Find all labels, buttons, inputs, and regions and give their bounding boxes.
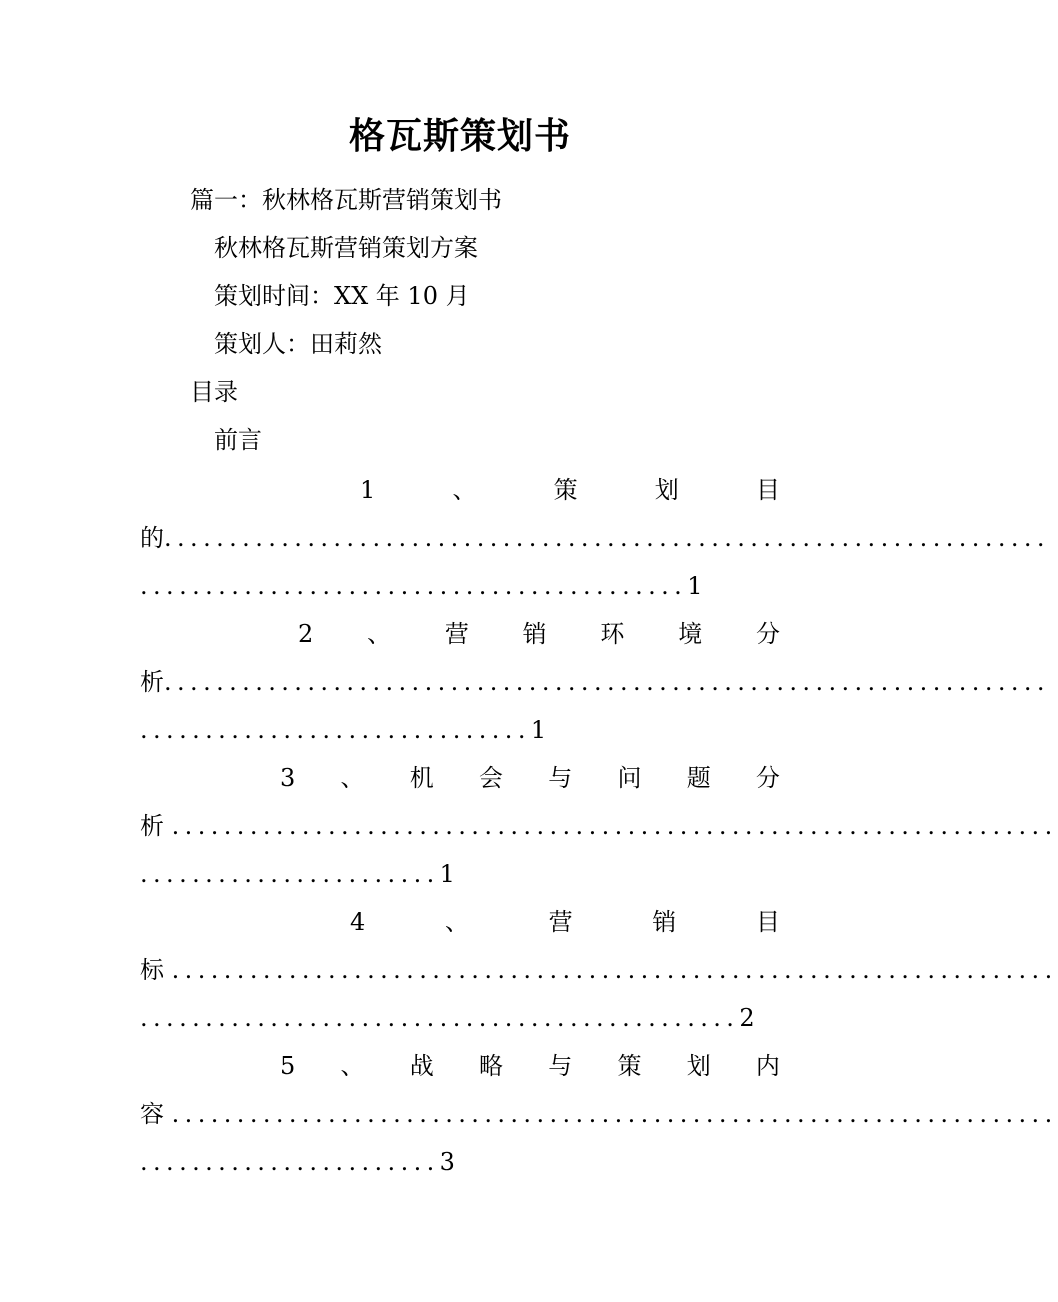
toc-entry-3-piece: 3: [280, 764, 296, 792]
toc-entry-2-piece: 分: [755, 620, 780, 648]
dot-leader: ..............................................: [140, 1004, 740, 1032]
toc-entry-4-piece: 4: [350, 908, 366, 936]
toc-entry-4-piece: 销: [652, 908, 677, 936]
toc-entry-4-piece: 目: [755, 908, 780, 936]
toc-entry-2-piece: 境: [678, 620, 703, 648]
toc-entry-2-piece: 、: [367, 620, 392, 648]
toc-entry-1-piece: 目: [755, 476, 780, 504]
toc-entry-4-page-number: 2: [739, 1004, 755, 1032]
toc-entry-5-piece: 、: [340, 1052, 365, 1080]
toc-entry-3-piece: 机: [409, 764, 434, 792]
dot-leader: .......................: [140, 1148, 440, 1176]
toc-entry-4-page-line: [140, 1006, 755, 1030]
toc-entry-3-piece: 问: [617, 764, 642, 792]
toc-entry-3-piece: 与: [548, 764, 573, 792]
toc-entry-5-piece: 战: [409, 1052, 434, 1080]
toc-entry-5-piece: 策: [617, 1052, 642, 1080]
toc-entry-3-piece: 会: [478, 764, 503, 792]
toc-entry-5-piece: 划: [686, 1052, 711, 1080]
dot-leader: ....................................................................: [171, 1100, 1058, 1128]
dot-leader: ..............................: [140, 716, 531, 744]
toc-entry-2-leader-line: [140, 668, 1050, 696]
toc-entry-5-heading: [280, 1054, 780, 1078]
toc-label: 目录: [190, 378, 238, 406]
document-title: 格瓦斯策划书: [348, 115, 571, 157]
toc-entry-5-page-line: [140, 1150, 455, 1174]
toc-entry-4-continuation: 标: [140, 956, 164, 984]
toc-entry-3-leader-line: [140, 812, 1058, 840]
toc-entry-1-piece: 1: [360, 476, 376, 504]
toc-entry-2-piece: 营: [444, 620, 469, 648]
toc-entry-4-piece: 营: [548, 908, 573, 936]
toc-entry-5-piece: 与: [548, 1052, 573, 1080]
toc-entry-3-page-line: [140, 862, 455, 886]
toc-entry-1-piece: 、: [452, 476, 477, 504]
toc-entry-3-piece: 题: [686, 764, 711, 792]
planner: 策划人：田莉然: [214, 330, 382, 358]
toc-entry-5-leader-line: [140, 1100, 1058, 1128]
toc-entry-3-piece: 分: [755, 764, 780, 792]
toc-entry-3-continuation: 析: [140, 812, 164, 840]
toc-entry-1-continuation: 的: [140, 524, 164, 552]
toc-entry-1-page-line: [140, 574, 703, 598]
toc-entry-2-heading: [298, 622, 780, 646]
toc-entry-3-piece: 、: [340, 764, 365, 792]
section-heading: 篇一：秋林格瓦斯营销策划书: [190, 186, 502, 214]
plan-time: 策划时间：XX 年 10 月: [214, 282, 470, 310]
toc-entry-1-piece: 划: [654, 476, 679, 504]
dot-leader: ..........................................: [140, 572, 688, 600]
toc-entry-2-page-line: [140, 718, 546, 742]
toc-entry-4-leader-line: [140, 956, 1058, 984]
toc-entry-2-continuation: 析: [140, 668, 164, 696]
toc-entry-4-piece: 、: [444, 908, 469, 936]
dot-leader: ....................................................................: [164, 524, 1050, 552]
toc-entry-5-piece: 5: [280, 1052, 296, 1080]
toc-entry-1-page-number: 1: [687, 572, 703, 600]
toc-entry-2-piece: 环: [600, 620, 625, 648]
toc-entry-5-continuation: 容: [140, 1100, 164, 1128]
toc-entry-2-piece: 2: [298, 620, 314, 648]
toc-entry-5-page-number: 3: [439, 1148, 455, 1176]
dot-leader: ....................................................................: [164, 668, 1050, 696]
toc-entry-4-heading: [350, 910, 780, 934]
dot-leader: ....................................................................: [171, 956, 1058, 984]
toc-entry-1-leader-line: [140, 524, 1050, 552]
toc-entry-1-piece: 策: [553, 476, 578, 504]
toc-entry-3-page-number: 1: [439, 860, 455, 888]
preface-entry: 前言: [214, 426, 262, 454]
toc-entry-5-piece: 内: [755, 1052, 780, 1080]
plan-name: 秋林格瓦斯营销策划方案: [214, 234, 478, 262]
toc-entry-1-heading: [360, 478, 780, 502]
dot-leader: .......................: [140, 860, 440, 888]
toc-entry-2-piece: 销: [522, 620, 547, 648]
toc-entry-2-page-number: 1: [530, 716, 547, 744]
dot-leader: ....................................................................: [171, 812, 1058, 840]
toc-entry-3-heading: [280, 766, 780, 790]
toc-entry-5-piece: 略: [478, 1052, 503, 1080]
